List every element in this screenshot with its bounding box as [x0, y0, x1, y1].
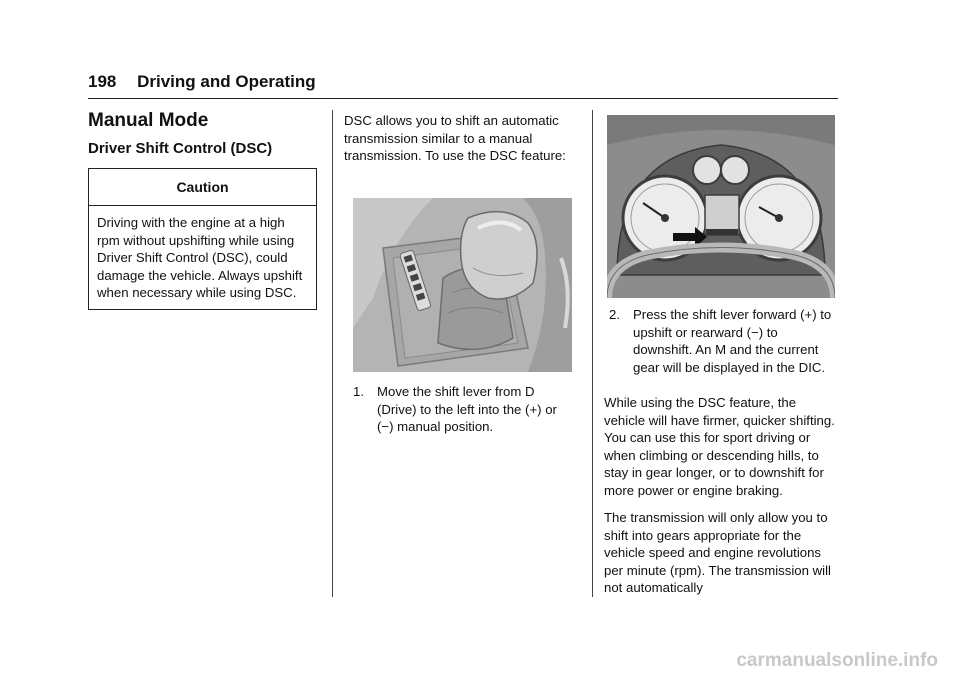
- site-watermark: carmanualsonline.info: [736, 650, 938, 671]
- caution-title: Caution: [176, 179, 229, 195]
- step-2: [609, 306, 839, 376]
- step-1-text: Move the shift lever from D (Drive) to the left into the (+) or (−) manual position.: [377, 384, 557, 434]
- section-title: Driving and Operating: [137, 72, 316, 91]
- header-rule: [88, 98, 838, 99]
- page-number: 198: [88, 72, 117, 91]
- dsc-intro: DSC allows you to shift an automatic transmission similar to a manual transmission. To use the DSC feature:: [344, 113, 566, 163]
- step-2-text: Press the shift lever forward (+) to upshift or rearward (−) to downshift. An M and the current gear will be displayed in the DIC.: [633, 307, 832, 375]
- column-divider-right: [592, 110, 593, 597]
- subsection-heading: Driver Shift Control (DSC): [88, 140, 273, 157]
- step-2-number: 2.: [609, 307, 620, 322]
- caution-box: [88, 168, 317, 310]
- paragraph-dsc-usage: While using the DSC feature, the vehicle will have firmer, quicker shifting. You can use this for sport driving or when climbing or descending hills, to stay in gear longer, or to downshift for more power or engine braking.: [604, 395, 835, 498]
- instrument-cluster-illustration: [607, 115, 835, 298]
- shift-lever-illustration: [353, 198, 572, 372]
- section-heading: Manual Mode: [88, 110, 209, 131]
- paragraph-transmission: The transmission will only allow you to shift into gears appropriate for the vehicle speed and engine revolutions per minute (rpm). The transmission will not automatically: [604, 510, 831, 595]
- column-divider-left: [332, 110, 333, 597]
- step-1-number: 1.: [353, 384, 364, 399]
- step-1: [353, 383, 577, 436]
- caution-text: Driving with the engine at a high rpm without upshifting while using Driver Shift Control (DSC), could damage the vehicle. Always upshift when necessary while using DSC.: [97, 215, 303, 300]
- page-header: [88, 72, 838, 92]
